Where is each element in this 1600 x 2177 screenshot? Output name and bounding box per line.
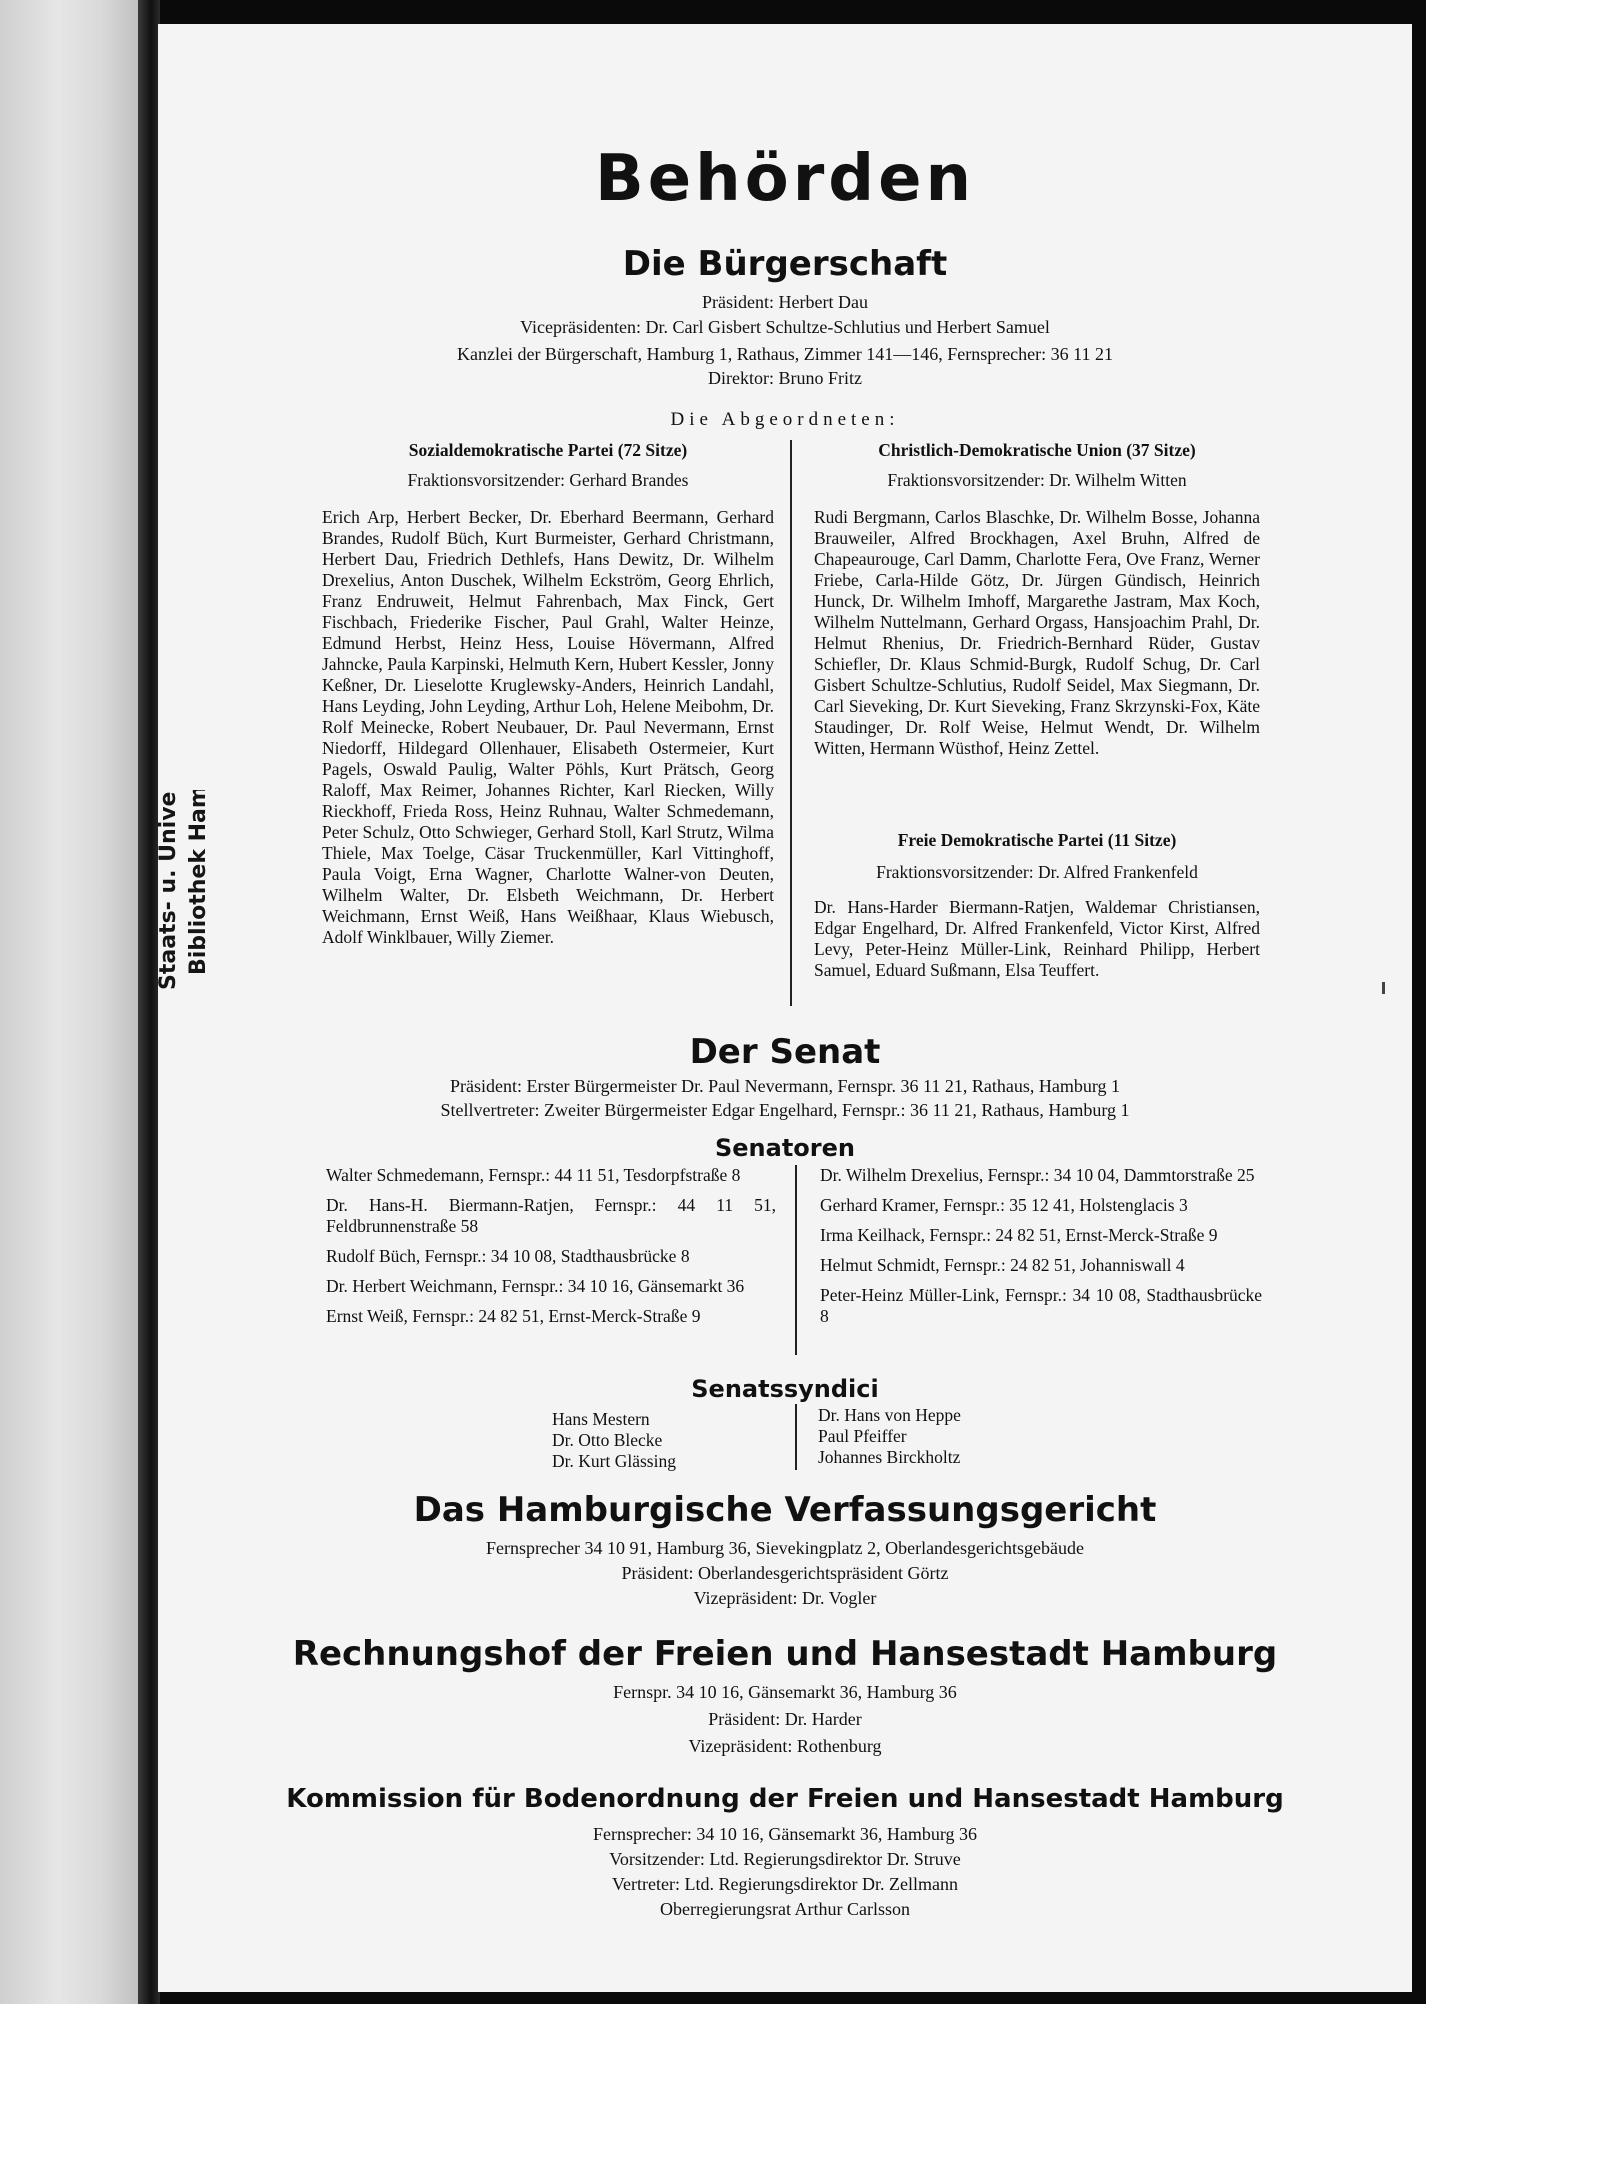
- senatoren-left: [326, 1165, 776, 1336]
- senatssyndici-heading: Senatssyndici: [691, 1375, 879, 1403]
- syndicus-name: Hans Mestern: [552, 1409, 650, 1429]
- stamp-line-2: Bibliothek Hamburg: [186, 790, 211, 975]
- verfassungsgericht-address: Fernsprecher 34 10 91, Hamburg 36, Sievekingplatz 2, Oberlandesgerichtsgebäude: [486, 1538, 1084, 1558]
- syndicus-name: Paul Pfeiffer: [818, 1426, 907, 1446]
- kommission-vertreter: Vertreter: Ltd. Regierungsdirektor Dr. Zellmann: [612, 1874, 958, 1894]
- stamp-line-1: Staats- u. Universitäts-: [156, 790, 181, 990]
- buergerschaft-direktor: Direktor: Bruno Fritz: [708, 368, 862, 388]
- cdu-column: [814, 440, 1260, 759]
- verfassungsgericht-praesident: Präsident: Oberlandesgerichtspräsident Görtz: [621, 1563, 949, 1583]
- senator-entry: Dr. Herbert Weichmann, Fernspr.: 34 10 16, Gänsemarkt 36: [326, 1276, 745, 1296]
- spd-party-name: Sozialdemokratische Partei (72 Sitze): [408, 440, 688, 460]
- buergerschaft-vice: Vicepräsidenten: Dr. Carl Gisbert Schultze-Schlutius und Herbert Samuel: [520, 317, 1050, 337]
- fdp-party-name: Freie Demokratische Partei (11 Sitze): [897, 830, 1177, 850]
- senatoren-right: [820, 1165, 1262, 1336]
- spd-members: Erich Arp, Herbert Becker, Dr. Eberhard Beermann, Gerhard Brandes, Rudolf Büch, Kurt Burmeister, Gerhard Christmann, Herbert Dau, Friedrich Dethlefs, Hans Dewitz, Dr. Wilhelm Drexelius, Anton Duschek, Wilhelm Eckström, Georg Ehrlich, Franz Endruweit, Helmut Fahrenbach, Max Finck, Gert Fischbach, Friederike Fischer, Paul Grahl, Walter Heinze, Edmund Herbst, Heinz Hess, Louise Hövermann, Alfred Jahncke, Paula Karpinski, Helmuth Kern, Hubert Kessler, Jonny Keßner, Dr. Lieselotte Kruglewsky-Anders, Heinrich Landahl, Hans Leyding, John Leyding, Arthur Loh, Helene Meibohm, Dr. Rolf Meinecke, Robert Neubauer, Dr. Paul Nevermann, Ernst Niedorff, Hildegard Ollenhauer, Elisabeth Ostermeier, Kurt Pagels, Oswald Paulig, Walter Pöhls, Kurt Prätsch, Georg Raloff, Max Reimer, Johannes Richter, Karl Riecken, Willy Rieckhoff, Frieda Ross, Heinz Ruhnau, Walter Schmedemann, Peter Schulz, Otto Schwieger, Gerhard Stoll, Karl Strutz, Wilma Thiele, Max Toelge, Cäsar Truckenmüller, Karl Vittinghoff, Paula Voigt, Erna Wagner, Charlotte Walner-von Deuten, Wilhelm Walter, Dr. Elsbeth Weichmann, Dr. Herbert Weichmann, Ernst Weiß, Hans Weißhaar, Klaus Wiebusch, Adolf Winklbauer, Willy Ziemer.: [322, 507, 774, 947]
- senator-entry: Gerhard Kramer, Fernspr.: 35 12 41, Holstenglacis 3: [820, 1195, 1188, 1215]
- senat-heading: Der Senat: [689, 1032, 881, 1072]
- senator-entry: Rudolf Büch, Fernspr.: 34 10 08, Stadthausbrücke 8: [326, 1246, 690, 1266]
- syndicus-name: Johannes Birckholtz: [818, 1447, 961, 1467]
- page-title: Behörden: [594, 142, 976, 216]
- syndici-left: [552, 1409, 772, 1472]
- spine-shadow: [138, 0, 160, 2004]
- senatoren-divider: [795, 1165, 797, 1355]
- rechnungshof-heading: Rechnungshof der Freien und Hansestadt Hamburg: [292, 1634, 1278, 1674]
- buergerschaft-praesident: Präsident: Herbert Dau: [702, 292, 868, 312]
- spd-column: [322, 440, 774, 948]
- senator-entry: Dr. Wilhelm Drexelius, Fernspr.: 34 10 04, Dammtorstraße 25: [820, 1165, 1255, 1185]
- kommission-oberregierungsrat: Oberregierungsrat Arthur Carlsson: [660, 1899, 910, 1919]
- syndicus-name: Dr. Hans von Heppe: [818, 1405, 961, 1425]
- senat-praesident: Präsident: Erster Bürgermeister Dr. Paul Nevermann, Fernspr. 36 11 21, Rathaus, Hamburg 1: [449, 1076, 1121, 1096]
- rechnungshof-address: Fernspr. 34 10 16, Gänsemarkt 36, Hamburg 36: [613, 1682, 957, 1702]
- cdu-chair: Fraktionsvorsitzender: Dr. Wilhelm Witten: [887, 470, 1187, 490]
- senator-entry: Peter-Heinz Müller-Link, Fernspr.: 34 10 08, Stadthausbrücke 8: [820, 1285, 1262, 1326]
- senator-entry: Irma Keilhack, Fernspr.: 24 82 51, Ernst-Merck-Straße 9: [820, 1225, 1218, 1245]
- senator-entry: Helmut Schmidt, Fernspr.: 24 82 51, Johanniswall 4: [820, 1255, 1185, 1275]
- senator-entry: Ernst Weiß, Fernspr.: 24 82 51, Ernst-Merck-Straße 9: [326, 1306, 701, 1326]
- buergerschaft-kanzlei: Kanzlei der Bürgerschaft, Hamburg 1, Rathaus, Zimmer 141—146, Fernsprecher: 36 11 21: [456, 344, 1113, 364]
- cdu-members: Rudi Bergmann, Carlos Blaschke, Dr. Wilhelm Bosse, Johanna Brauweiler, Alfred Brockhagen, Axel Bruhn, Alfred de Chapeaurouge, Carl Damm, Charlotte Fera, Ove Franz, Werner Friebe, Carla-Hilde Götz, Dr. Jürgen Gündisch, Heinrich Hunck, Dr. Wilhelm Imhoff, Margarethe Jastram, Max Koch, Wilhelm Nuttelmann, Gerhard Orgass, Hansjoachim Prahl, Dr. Helmut Rhenius, Dr. Friedrich-Bernhard Rüder, Gustav Schiefler, Dr. Klaus Schmid-Burgk, Rudolf Schug, Dr. Carl Gisbert Schultze-Schlutius, Rudolf Seidel, Max Siegmann, Dr. Carl Sieveking, Dr. Kurt Sieveking, Franz Skrzynski-Fox, Käte Staudinger, Dr. Rolf Weise, Helmut Wendt, Dr. Wilhelm Witten, Hermann Wüsthof, Heinz Zettel.: [814, 507, 1260, 758]
- verfassungsgericht-heading: Das Hamburgische Verfassungsgericht: [413, 1490, 1157, 1530]
- senat-stellvertreter: Stellvertreter: Zweiter Bürgermeister Edgar Engelhard, Fernspr.: 36 11 21, Rathaus, Hamburg 1: [440, 1100, 1130, 1120]
- fdp-column: [814, 830, 1260, 981]
- column-divider: [790, 440, 792, 1006]
- abgeordnete-heading: Die Abgeordneten:: [670, 409, 900, 430]
- kommission-vorsitzender: Vorsitzender: Ltd. Regierungsdirektor Dr. Struve: [609, 1849, 961, 1869]
- syndici-divider: [795, 1404, 797, 1470]
- senatoren-heading: Senatoren: [714, 1134, 855, 1162]
- kommission-heading: Kommission für Bodenordnung der Freien und Hansestadt Hamburg: [286, 1784, 1284, 1814]
- syndicus-name: Dr. Kurt Glässing: [552, 1451, 676, 1471]
- syndicus-name: Dr. Otto Blecke: [552, 1430, 663, 1450]
- fdp-chair: Fraktionsvorsitzender: Dr. Alfred Frankenfeld: [876, 862, 1198, 882]
- library-stamp: [145, 790, 225, 990]
- book-spine: [0, 0, 145, 2004]
- buergerschaft-heading: Die Bürgerschaft: [622, 244, 948, 284]
- margin-mark: [1382, 982, 1385, 994]
- fdp-members: Dr. Hans-Harder Biermann-Ratjen, Waldemar Christiansen, Edgar Engelhard, Dr. Alfred Frankenfeld, Victor Kirst, Alfred Levy, Peter-Heinz Müller-Link, Reinhard Philipp, Herbert Samuel, Eduard Sußmann, Elsa Teuffert.: [814, 897, 1260, 980]
- verfassungsgericht-vize: Vizepräsident: Dr. Vogler: [693, 1588, 877, 1608]
- rechnungshof-praesident: Präsident: Dr. Harder: [708, 1709, 862, 1729]
- syndici-right: [818, 1405, 1058, 1468]
- kommission-address: Fernsprecher: 34 10 16, Gänsemarkt 36, Hamburg 36: [592, 1824, 978, 1844]
- cdu-party-name: Christlich-Demokratische Union (37 Sitze): [878, 440, 1196, 460]
- rechnungshof-vize: Vizepräsident: Rothenburg: [688, 1736, 882, 1756]
- senator-entry: Walter Schmedemann, Fernspr.: 44 11 51, Tesdorpfstraße 8: [326, 1165, 741, 1185]
- senator-entry: Dr. Hans-H. Biermann-Ratjen, Fernspr.: 44 11 51, Feldbrunnenstraße 58: [326, 1195, 776, 1236]
- spd-chair: Fraktionsvorsitzender: Gerhard Brandes: [407, 470, 689, 490]
